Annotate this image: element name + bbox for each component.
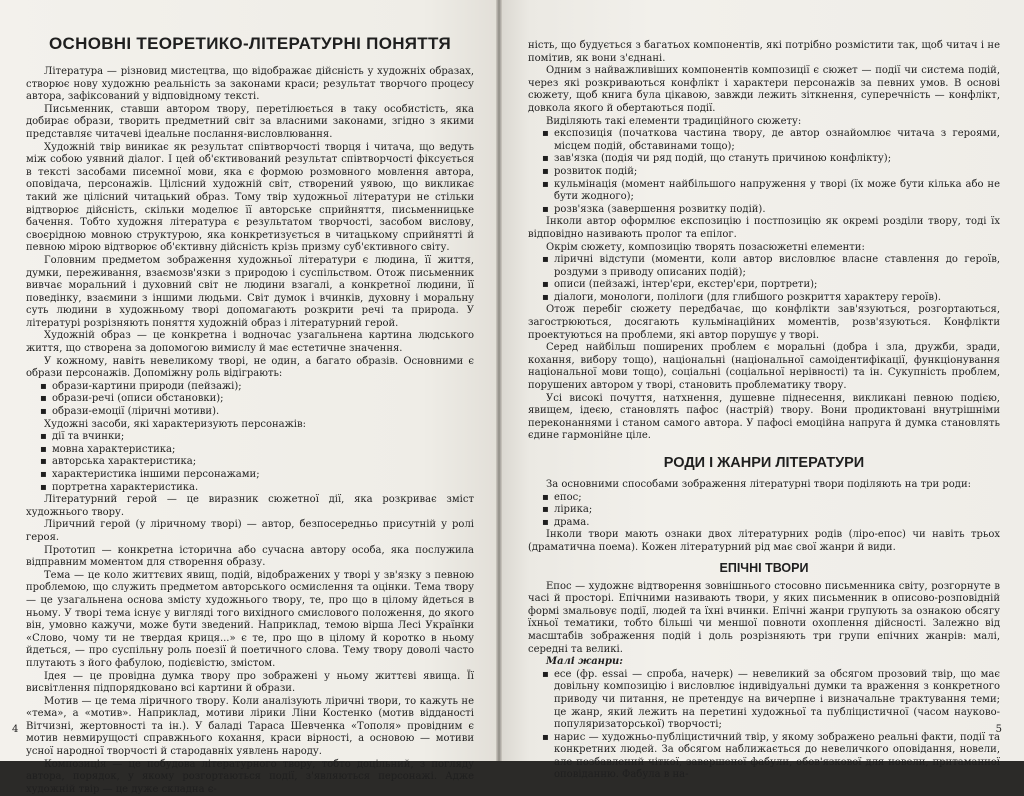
plot-elements-list [528, 128, 1000, 216]
small-genres-list [528, 669, 1000, 782]
paragraph: Література — різновид мистецтва, що відображає дійсність у художніх образах, створює нову художню реальність за законами краси; результат творчого процесу автора, зафіксований у відповідному тексті. [26, 66, 474, 103]
list-item: ▪ лірика; [542, 504, 1000, 517]
list-item: ▪ розвиток подій; [542, 166, 1000, 179]
list-item: ▪ розв'язка (завершення розвитку подій). [542, 204, 1000, 217]
character-means-list [26, 431, 474, 494]
paragraph: Ідея — це провідна думка твору про зображені у ньому життєві явища. Її висвітлення підпорядковано всі картини й образи. [26, 670, 474, 695]
small-genres-heading: Малі жанри: [546, 656, 623, 668]
page-number: 4 [12, 724, 19, 735]
list-item: ▪ мовна характеристика; [40, 444, 474, 457]
list-item: ▪ образи-картини природи (пейзажі); [40, 381, 474, 394]
paragraph: Серед найбільш поширених проблем є моральні (добра і зла, дружби, зради, кохання, вибору тощо), національні (національної самоідентифікації, функціонування національної мови тощо), соціальні (соціальної нерівності) та ін. Сукупність проблем, порушених автором у творі, становить проблематику твору. [528, 342, 1000, 392]
page-number: 5 [995, 724, 1002, 735]
section-title: РОДИ І ЖАНРИ ЛІТЕРАТУРИ [663, 455, 865, 471]
paragraph: Ліричний герой (у ліричному творі) — автор, безпосередньо присутній у ролі героя. [26, 519, 474, 543]
subsection-title: ЕПІЧНІ ТВОРИ [719, 560, 809, 575]
paragraph: У кожному, навіть невеликому творі, не один, а багато образів. Основними є образи персонажів. Допоміжну роль відіграють: [26, 355, 474, 380]
right-page [498, 0, 1024, 781]
paragraph: Художні засоби, які характеризують персонажів: [44, 418, 306, 430]
list-item: ▪ характеристика іншими персонажами; [40, 469, 474, 482]
paragraph: Тема — це коло життєвих явищ, подій, відображених у творі у зв'язку з певною проблемою, що служить предметом авторського осмислення та оцінки. Тема твору — це узагальнена основа змісту художнього твору, те, про що в цілому йдеться в ньому. У творі тема існує у вигляді того вихідного смислового положення, до якого він, умовно кажучи, може бути зведений. Наприклад, темою вірша Лесі Українки «Слово, чому ти не твердая криця...» є те, про що в цілому й коротко в ньому йдеться, — про суспільну роль поезії й поетичного слова. Тему твору доволі часто плутають з його фабулою, подієвістю, змістом. [26, 569, 474, 669]
paragraph: Виділяють такі елементи традиційного сюжету: [546, 115, 802, 127]
list-item: ▪ описи (пейзажі, інтер'єри, екстер'єри, портрети); [542, 279, 1000, 292]
list-item: ▪ авторська характеристика; [40, 456, 474, 469]
list-item: ▪ діалоги, монологи, полілоги (для глибшого розкриття характеру героїв). [542, 292, 1000, 305]
list-item: ▪ есе (фр. essai — спроба, начерк) — невеликий за обсягом прозовий твір, що має довільну композицію і висловлює індивідуальні думки та враження з конкретного приводу чи питання, не претендує на вичерпне і визначальне трактування теми; це жанр, який лежить на перетині художньої та публіцистичної (часом науково-популяризаторської) творчості; [542, 669, 1000, 732]
list-item: ▪ нарис — художньо-публіцистичний твір, у якому зображено реальні факти, події та конкретних людей. За обсягом наближається до невеличкого оповідання, новели, але позбавлений чіткої, завершеної фабули, обов'язкової для новели, притаманної оповіданню. Фабула в на- [542, 732, 1000, 782]
list-item: ▪ експозиція (початкова частина твору, де автор ознайомлює читача з героями, місцем подій, обставинами тощо); [542, 128, 1000, 153]
book-gutter [496, 0, 502, 761]
paragraph: Епос — художнє відтворення зовнішнього стосовно письменника світу, розгорнуте в часі й просторі. Епічними називають твори, у яких письменник в описово-розповідній формі змальовує події, людей та їхні вчинки. Епічні жанри групують за ознакою обсягу їхньої тематики, тобто більші чи меншої повноти охоплення дійсності. Залежно від масштабів зображення подій і доль розрізняють три групи епічних жанрів: малі, середні та великі. [528, 580, 1000, 655]
paragraph: Композиція — це побудова літературного твору, тобто доцільний, з погляду автора, порядок, у якому розгортаються події, з'являються персонажі. Адже художній твір — це дуже складна є- [26, 758, 474, 795]
page-title: ОСНОВНІ ТЕОРЕТИКО-ЛІТЕРАТУРНІ ПОНЯТТЯ [49, 34, 451, 53]
aux-images-list [26, 381, 474, 419]
paragraph: Одним з найважливіших компонентів композиції є сюжет — події чи система подій, через які розкриваються конфлікт і характери персонажів за певних умов. В основі сюжету, щоб книга була цікавою, завжди лежить зіткнення, суперечність — конфлікт, довкола якого й обертаються події. [528, 65, 1000, 114]
paragraph: Художній образ — це конкретна і водночас узагальнена картина людського життя, що створена за допомогою вимислу й має естетичне значення. [26, 330, 474, 355]
paragraph: Мотив — це тема ліричного твору. Коли аналізують ліричні твори, то кажуть не «тема», а «мотив». Наприклад, мотиви лірики Ліни Костенко (мотив відданості Вітчизні, жертовності та ін.). У баладі Тараса Шевченка «Тополя» провідним є мотив невмирущості справжнього кохання, краси вірності, а основою — мотиви усної народної творчості й стародавніх уявлень народу. [26, 695, 474, 758]
list-item: ▪ образи-речі (описи обстановки); [40, 393, 474, 406]
paragraph: За основними способами зображення літературні твори поділяють на три роди: [546, 479, 971, 490]
list-item: ▪ портретна характеристика. [40, 482, 474, 495]
list-item: ▪ ліричні відступи (моменти, коли автор висловлює власне ставлення до героїв, роздуми з приводу описаних подій); [542, 254, 1000, 279]
paragraph: Отож перебіг сюжету передбачає, що конфлікти зав'язуються, розгортаються, загострюються, досягають кульмінаційних моментів, розв'язуються. Конфлікти проектуються на проблеми, які автор порушує у творі. [528, 304, 1000, 341]
list-item: ▪ епос; [542, 492, 1000, 505]
paragraph: Художній твір виникає як результат співтворчості творця і читача, що ведуть між собою уявний діалог. І цей об'єктивований результат співтворчості фіксується в тексті засобами писемної мови, яка є формою розмовного мовлення автора, оповідача, персонажів. Цілісний художній світ, створений уявою, що викликає такий же цілісний читацький образ. Тому твір художньої літератури не стільки відтворює дійсність, скільки моделює її авторське сприйняття, письменницьке бачення. Тобто художня література є результатом творчості, засобом вислову, своєрідною мовною структурою, яка конкретизується в читацькому сприйнятті й певною мірою відтворює об'єктивну дійсність крізь призму суб'єктивного світу. [26, 141, 474, 254]
extra-plot-elements-list [528, 254, 1000, 304]
paragraph: Літературний герой — це виразник сюжетної дії, яка розкриває зміст художнього твору. [26, 494, 474, 518]
list-item: ▪ зав'язка (подія чи ряд подій, що стануть причиною конфлікту); [542, 153, 1000, 166]
list-item: ▪ дії та вчинки; [40, 431, 474, 444]
paragraph: ність, що будується з багатьох компонентів, які потрібно розмістити так, щоб читач і не помітив, як вони з'єднані. [528, 40, 1000, 64]
paragraph: Усі високі почуття, натхнення, душевне піднесення, викликані певною подією, явищем, ідеєю, становлять пафос (настрій) твору. Вони продиктовані внутрішніми переконаннями і станом самого автора. У пафосі емоційна напруга й думка становлять єдине гармонійне ціле. [528, 392, 1000, 442]
genres-list [528, 492, 1000, 530]
list-item: ▪ драма. [542, 517, 1000, 530]
paragraph: Окрім сюжету, композицію творять позасюжетні елементи: [546, 241, 865, 253]
left-page [0, 0, 498, 795]
list-item: ▪ кульмінація (момент найбільшого напруження у творі (їх може бути кілька або не бути жодного); [542, 179, 1000, 204]
paragraph: Письменник, ставши автором твору, перетілюється в таку особистість, яка добирає образи, творить предметний світ за власними законами, згідно з якими представляє читачеві ідеальне послання-висловлювання. [26, 103, 474, 140]
paragraph: Інколи автор оформлює експозицію і постпозицію як окремі розділи твору, тоді їх відповідно називають пролог та епілог. [528, 216, 1000, 240]
list-item: ▪ образи-емоції (ліричні мотиви). [40, 406, 474, 419]
paragraph: Прототип — конкретна історична або сучасна автору особа, яка послужила відправним моментом для створення образу. [26, 544, 474, 569]
paragraph: Інколи твори мають ознаки двох літературних родів (ліро-епос) чи навіть трьох (драматична поема). Кожен літературний рід має свої жанри й види. [528, 529, 1000, 553]
paragraph: Головним предметом зображення художньої літератури є людина, її життя, думки, переживання, взаємозв'язки з природою і суспільством. Отож письменник вивчає моральний і духовний світ не людини взагалі, а конкретної людини, її поведінку, взаємини з іншими людьми. Світ думок і вчинків, духовну і моральну суть людини в художньому творі допомагають розкрити речі та природа. У літературі розрізняють поняття художній образ і літературний герой. [26, 254, 474, 329]
